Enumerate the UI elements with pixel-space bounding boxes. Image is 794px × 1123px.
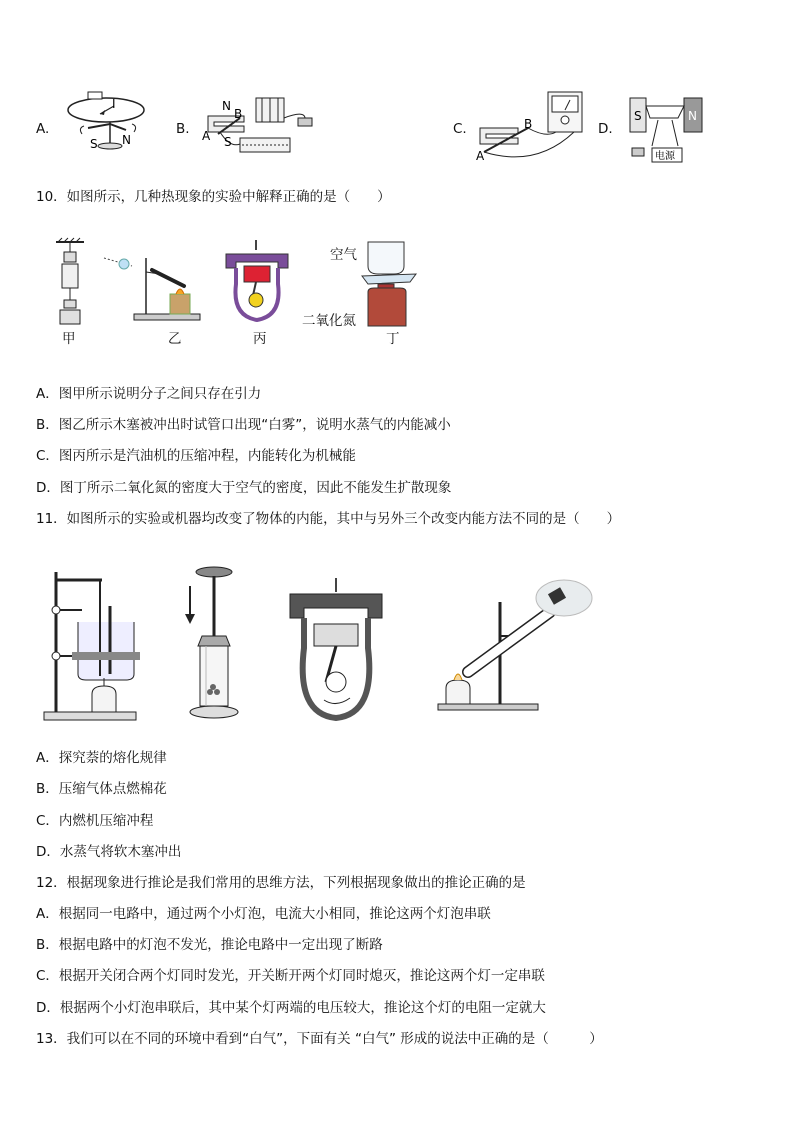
q9-figure-c — [476, 88, 586, 168]
q11-option-a: A．探究萘的熔化规律 — [36, 750, 167, 766]
q10-label-jia: 甲 — [62, 331, 76, 347]
q11-figure-melting — [42, 566, 140, 722]
q9-c-b-text: B — [524, 117, 533, 131]
q11-option-c: C．内燃机压缩冲程 — [36, 813, 154, 829]
q10-label-no2: 二氧化氮 — [302, 313, 356, 329]
q10-label-yi: 乙 — [168, 331, 182, 347]
q9-d-n-text: N — [688, 109, 697, 123]
q9-d-s-text: S — [634, 109, 642, 123]
q9-d-power-text: 电源 — [655, 151, 675, 162]
q11-figure-compression — [180, 566, 242, 724]
q10-label-ding: 丁 — [386, 331, 400, 347]
q9-b-a-text: A — [202, 129, 211, 143]
q9-a-current-text: I — [112, 97, 116, 111]
q10-option-d: D．图丁所示二氧化氮的密度大于空气的密度，因此不能发生扩散现象 — [36, 480, 452, 496]
q11-option-b: B．压缩气体点燃棉花 — [36, 781, 167, 797]
q10-figure-ding — [360, 240, 420, 330]
q11-option-d: D．水蒸气将软木塞冲出 — [36, 844, 182, 860]
q9-c-a-text: A — [476, 149, 485, 163]
q12-option-d: D．根据两个小灯泡串联后，其中某个灯两端的电压较大，推论这个灯的电阻一定就大 — [36, 1000, 546, 1016]
q13-stem: 13．我们可以在不同的环境中看到“白气”，下面有关 “白气” 形成的说法中正确的是（ ） — [36, 1031, 603, 1047]
q12-option-c: C．根据开关闭合两个灯同时发光，开关断开两个灯同时熄灭，推论这两个灯一定串联 — [36, 968, 545, 984]
q9-b-s-text: S — [224, 135, 232, 149]
q9-a-s-text: S — [90, 137, 98, 151]
q10-option-b: B．图乙所示木塞被冲出时试管口出现“白雾”，说明水蒸气的内能减小 — [36, 417, 451, 433]
q9-option-d-label: D. — [598, 121, 613, 137]
q9-figure-b — [200, 88, 325, 166]
q10-figure-yi — [104, 250, 204, 322]
q11-figure-cork — [438, 576, 598, 712]
q10-stem: 10．如图所示，几种热现象的实验中解释正确的是（ ） — [36, 189, 391, 205]
q12-option-b: B．根据电路中的灯泡不发光，推论电路中一定出现了断路 — [36, 937, 383, 953]
q10-label-bing: 丙 — [253, 331, 267, 347]
q10-label-air: 空气 — [330, 247, 357, 263]
q9-figure-d — [628, 90, 708, 166]
q11-stem: 11．如图所示的实验或机器均改变了物体的内能，其中与另外三个改变内能方法不同的是（ ） — [36, 511, 621, 527]
q11-figure-engine — [288, 578, 384, 722]
q9-figure-a — [62, 86, 152, 156]
q9-option-b-label: B. — [176, 121, 190, 137]
q10-figure-bing — [222, 240, 292, 324]
q9-b-n-text: N — [222, 99, 231, 113]
q9-a-n-text: N — [122, 133, 131, 147]
q9-option-a-label: A. — [36, 121, 50, 137]
q12-option-a: A．根据同一电路中，通过两个小灯泡，电流大小相同，推论这两个灯泡串联 — [36, 906, 491, 922]
q9-option-c-label: C. — [453, 121, 467, 137]
q9-b-b-text: B — [234, 107, 243, 121]
q12-stem: 12．根据现象进行推论是我们常用的思维方法，下列根据现象做出的推论正确的是 — [36, 875, 526, 891]
q10-option-a: A．图甲所示说明分子之间只存在引力 — [36, 386, 262, 402]
q10-figure-jia — [56, 240, 86, 340]
q10-option-c: C．图丙所示是汽油机的压缩冲程，内能转化为机械能 — [36, 448, 356, 464]
